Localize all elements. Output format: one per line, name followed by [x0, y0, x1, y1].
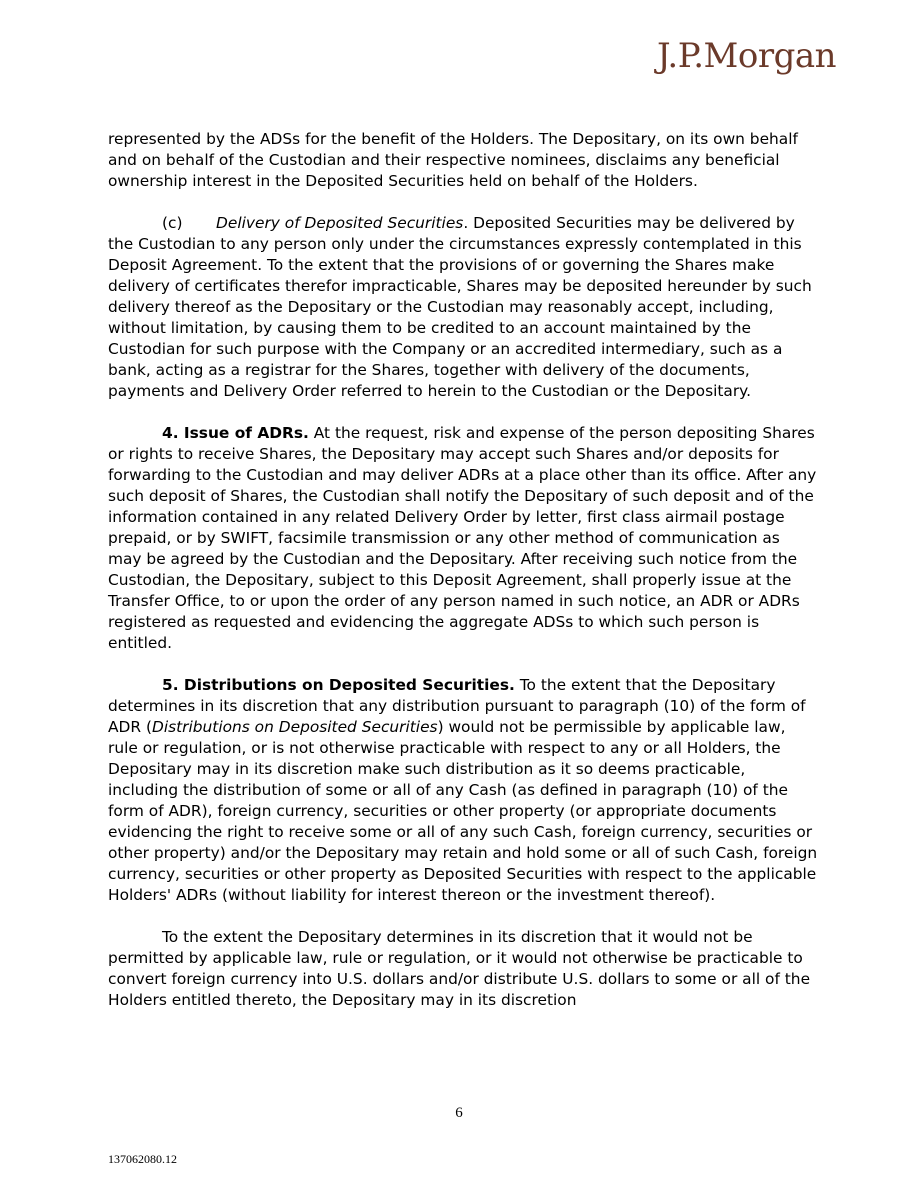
- paragraph-text: At the request, risk and expense of the person depositing Shares or rights to receive Shares, the Depositary may accept such Shares and/or deposits for forwarding to the Custodian and may deliver ADRs at a place other than its office. After any such deposit of Shares, the Custodian shall notify the Depositary of such deposit and of the information contained in any related Delivery Order by letter, first class airmail postage prepaid, or by SWIFT, facsimile transmission or any other method of communication as may be agreed by the Custodian and the Depositary. After receiving such notice from the Custodian, the Depositary, subject to this Deposit Agreement, shall properly issue at the Transfer Office, to or upon the order of any person named in such notice, an ADR or ADRs registered as requested and evidencing the aggregate ADSs to which such person is entitled.: [108, 424, 817, 652]
- paragraph-text: represented by the ADSs for the benefit of the Holders. The Depositary, on its own behalf and on behalf of the Custodian and their respective nominees, disclaims any beneficial ownership interest in the Deposited Securities held on behalf of the Holders.: [108, 130, 798, 190]
- paragraph-text: . Deposited Securities may be delivered by the Custodian to any person only under the circumstances expressly contemplated in this Deposit Agreement. To the extent that the provisions of or governing the Shares make delivery of certificates therefor impracticable, Shares may be deposited hereunder by such delivery thereof as the Depositary or the Custodian may reasonably accept, including, without limitation, by causing them to be credited to an account maintained by the Custodian for such purpose with the Company or an accredited intermediary, such as a bank, acting as a registrar for the Shares, together with delivery of the documents, payments and Delivery Order referred to herein to the Custodian or the Depositary.: [108, 214, 812, 400]
- subsection-title: Delivery of Deposited Securities: [216, 214, 464, 232]
- subsection-label: (c): [162, 214, 183, 232]
- paragraph-text: ) would not be permissible by applicable law, rule or regulation, or is not otherwise practicable with respect to any or all Holders, the Depositary may in its discretion make such distribution as it so deems practicable, including the distribution of some or all of any Cash (as defined in paragraph (10) of the form of ADR), foreign currency, securities or other property (or appropriate documents evidencing the right to receive some or all of any such Cash, foreign currency, securities or other property) and/or the Depositary may retain and hold some or all of such Cash, foreign currency, securities or other property as Deposited Securities with respect to the applicable Holders' ADRs (without liability for interest thereon or the investment thereof).: [108, 718, 818, 904]
- paragraph-currency: [108, 927, 818, 1011]
- paragraph-text: To the extent the Depositary determines in its discretion that it would not be permitted by applicable law, rule or regulation, or it would not otherwise be practicable to convert foreign currency into U.S. dollars and/or distribute U.S. dollars to some or all of the Holders entitled thereto, the Depositary may in its discretion: [108, 928, 811, 1009]
- section-heading: 4. Issue of ADRs.: [162, 424, 309, 442]
- paragraph-continuation: [108, 129, 818, 192]
- document-id: 137062080.12: [108, 1152, 177, 1166]
- paragraph-delivery: [108, 213, 818, 402]
- italic-reference: Distributions on Deposited Securities: [151, 718, 438, 736]
- section-distributions: [108, 675, 818, 906]
- jpmorgan-logo: J.P.Morgan: [656, 36, 836, 76]
- document-body: [108, 129, 818, 1032]
- paragraph-text: To the extent that the Depositary determines in its discretion that any distribution pursuant to paragraph (10) of the form of ADR (: [108, 676, 806, 736]
- section-issue-of-adrs: [108, 423, 818, 654]
- section-heading: 5. Distributions on Deposited Securities.: [162, 676, 515, 694]
- page-number: 6: [455, 1105, 463, 1121]
